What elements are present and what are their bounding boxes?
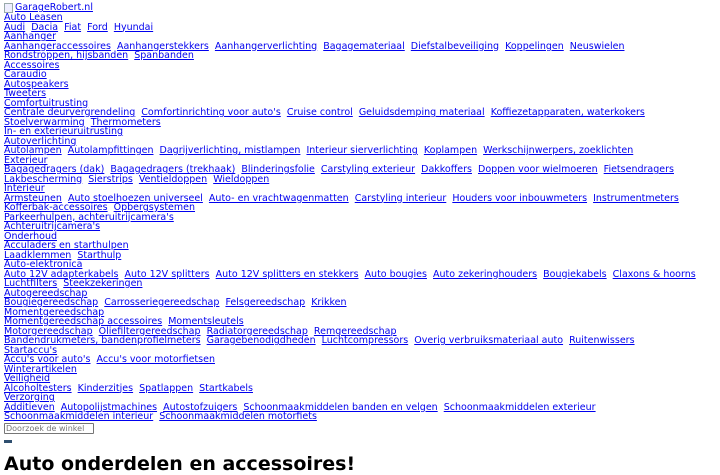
search-form bbox=[4, 423, 716, 434]
subcategory-koplampen[interactable]: Koplampen bbox=[423, 145, 478, 156]
subcategory-momentsleutels[interactable]: Momentsleutels bbox=[168, 316, 244, 327]
subcategory-row bbox=[4, 403, 716, 422]
page-title: Auto onderdelen en accessoires! bbox=[4, 452, 356, 475]
subcategory-felsgereedschap[interactable]: Felsgereedschap bbox=[225, 297, 306, 308]
subcategory-spanbanden[interactable]: Spanbanden bbox=[134, 50, 194, 61]
subcategory-auto-bougies[interactable]: Auto bougies bbox=[364, 268, 427, 280]
subcategory-auto-en-vrachtwagenmatten[interactable]: Auto- en vrachtwagenmatten bbox=[208, 192, 349, 204]
subcategory-opbergsystemen[interactable]: Opbergsystemen bbox=[113, 202, 196, 213]
subcategory-autolampfittingen[interactable]: Autolampfittingen bbox=[67, 145, 154, 156]
subcategory-autolampen[interactable]: Autolampen bbox=[4, 145, 62, 156]
subcategory-krikken[interactable]: Krikken bbox=[311, 297, 347, 308]
category-parkeerhulpen-achteruitrijcamera-s[interactable]: Parkeerhulpen, achteruitrijcamera's bbox=[4, 211, 174, 223]
subcategory-schoonmaakmiddelen-banden-en-velgen[interactable]: Schoonmaakmiddelen banden en velgen bbox=[243, 401, 438, 413]
subcategory-accu-s-voor-auto-s[interactable]: Accu's voor auto's bbox=[4, 354, 91, 365]
category-interieur[interactable]: Interieur bbox=[4, 183, 45, 194]
category-auto-elektronica[interactable]: Auto-elektronica bbox=[4, 259, 83, 270]
subcategory-lakbescherming[interactable]: Lakbescherming bbox=[4, 173, 83, 185]
subcategory-accu-s-voor-motorfietsen[interactable]: Accu's voor motorfietsen bbox=[96, 354, 215, 365]
subcategory-bougiegereedschap[interactable]: Bougiegereedschap bbox=[4, 297, 99, 308]
subcategory-row bbox=[4, 108, 716, 127]
subcategory-centrale-deurvergrendeling[interactable]: Centrale deurvergrendeling bbox=[4, 107, 136, 118]
subcategory-bougiekabels[interactable]: Bougiekabels bbox=[543, 268, 607, 280]
subcategory-autopolijstmachines[interactable]: Autopolijstmachines bbox=[60, 401, 158, 413]
category-autogereedschap[interactable]: Autogereedschap bbox=[4, 287, 88, 299]
subcategory-doppen-voor-wielmoeren[interactable]: Doppen voor wielmoeren bbox=[478, 164, 598, 175]
subcategory-row bbox=[4, 42, 716, 61]
subcategory-auto-12v-adapterkabels[interactable]: Auto 12V adapterkabels bbox=[4, 268, 119, 280]
subcategory-werkschijnwerpers-zoeklichten[interactable]: Werkschijnwerpers, zoeklichten bbox=[483, 145, 634, 156]
subcategory-auto-zekeringhouders[interactable]: Auto zekeringhouders bbox=[433, 268, 538, 280]
subcategory-diefstalbeveiliging[interactable]: Diefstalbeveiliging bbox=[410, 40, 500, 52]
search-input[interactable] bbox=[4, 423, 94, 434]
subcategory-thermometers[interactable]: Thermometers bbox=[90, 116, 161, 128]
subcategory-row bbox=[4, 355, 716, 365]
category-in-en-exterieuruitrusting[interactable]: In- en exterieuruitrusting bbox=[4, 126, 124, 137]
category-comfortuitrusting[interactable]: Comfortuitrusting bbox=[4, 97, 89, 109]
subcategory-dagrijverlichting-mistlampen[interactable]: Dagrijverlichting, mistlampen bbox=[159, 145, 301, 156]
subcategory-koffiezetapparaten-waterkokers[interactable]: Koffiezetapparaten, waterkokers bbox=[490, 107, 645, 118]
subcategory-schoonmaakmiddelen-interieur[interactable]: Schoonmaakmiddelen interieur bbox=[4, 411, 154, 422]
subcategory-fietsendragers[interactable]: Fietsendragers bbox=[603, 164, 674, 175]
subcategory-radiatorgereedschap[interactable]: Radiatorgereedschap bbox=[206, 325, 308, 337]
category-startaccu-s[interactable]: Startaccu's bbox=[4, 344, 58, 356]
subcategory-kofferbak-accessoires[interactable]: Kofferbak-accessoires bbox=[4, 202, 108, 213]
subcategory-momentgereedschap-accessoires[interactable]: Momentgereedschap accessoires bbox=[4, 316, 163, 327]
subcategory-blinderingsfolie[interactable]: Blinderingsfolie bbox=[241, 164, 315, 175]
category-autoverlichting[interactable]: Autoverlichting bbox=[4, 135, 77, 147]
subcategory-laadklemmen[interactable]: Laadklemmen bbox=[4, 249, 72, 261]
subcategory-bagagemateriaal[interactable]: Bagagemateriaal bbox=[323, 40, 405, 52]
subcategory-row bbox=[4, 384, 716, 394]
subcategory-ventieldoppen[interactable]: Ventieldoppen bbox=[138, 173, 208, 185]
subcategory-schoonmaakmiddelen-exterieur[interactable]: Schoonmaakmiddelen exterieur bbox=[443, 401, 596, 413]
brand-links bbox=[4, 23, 716, 33]
category-accessoires[interactable]: Accessoires bbox=[4, 59, 60, 71]
subcategory-interieur-sierverlichting[interactable]: Interieur sierverlichting bbox=[306, 145, 418, 156]
subcategory-stoelverwarming[interactable]: Stoelverwarming bbox=[4, 116, 85, 128]
subcategory-rondstroppen-hijsbanden[interactable]: Rondstroppen, hijsbanden bbox=[4, 50, 129, 61]
category-momentgereedschap[interactable]: Momentgereedschap bbox=[4, 306, 105, 318]
category-veiligheid[interactable]: Veiligheid bbox=[4, 373, 51, 384]
subcategory-row bbox=[4, 165, 716, 184]
brand-link-fiat[interactable]: Fiat bbox=[64, 21, 82, 33]
subcategory-carstyling-exterieur[interactable]: Carstyling exterieur bbox=[320, 164, 416, 175]
subcategory-auto-12v-splitters-en-stekkers[interactable]: Auto 12V splitters en stekkers bbox=[215, 268, 359, 280]
subcategory-autostofzuigers[interactable]: Autostofzuigers bbox=[163, 401, 238, 413]
subcategory-row bbox=[4, 146, 716, 156]
category-menu bbox=[4, 32, 716, 422]
subcategory-cruise-control[interactable]: Cruise control bbox=[286, 107, 353, 118]
subcategory-steekzekeringen[interactable]: Steekzekeringen bbox=[63, 278, 143, 289]
brand-link-dacia[interactable]: Dacia bbox=[31, 21, 59, 33]
subcategory-bandendrukmeters-bandenprofielmeters[interactable]: Bandendrukmeters, bandenprofielmeters bbox=[4, 335, 201, 346]
category-achteruitrijcamera-s[interactable]: Achteruitrijcamera's bbox=[4, 221, 101, 232]
category-caraudio[interactable]: Caraudio bbox=[4, 69, 47, 80]
subcategory-neuswielen[interactable]: Neuswielen bbox=[569, 40, 625, 52]
subcategory-additieven[interactable]: Additieven bbox=[4, 401, 55, 413]
subcategory-row bbox=[4, 270, 716, 289]
subcategory-wieldoppen[interactable]: Wieldoppen bbox=[213, 173, 270, 185]
subcategory-aanhangerverlichting[interactable]: Aanhangerverlichting bbox=[214, 40, 318, 52]
subcategory-schoonmaakmiddelen-motorfiets[interactable]: Schoonmaakmiddelen motorfiets bbox=[159, 411, 317, 422]
subcategory-carstyling-interieur[interactable]: Carstyling interieur bbox=[354, 192, 447, 204]
category-autospeakers[interactable]: Autospeakers bbox=[4, 78, 69, 90]
subcategory-instrumentmeters[interactable]: Instrumentmeters bbox=[593, 192, 679, 204]
logo-link[interactable] bbox=[4, 3, 716, 13]
category-tweeters[interactable]: Tweeters bbox=[4, 88, 47, 99]
brand-link-audi[interactable]: Audi bbox=[4, 21, 26, 33]
subcategory-sierstrips[interactable]: Sierstrips bbox=[88, 173, 133, 185]
subcategory-motorgereedschap[interactable]: Motorgereedschap bbox=[4, 325, 93, 337]
subcategory-carrosseriegereedschap[interactable]: Carrosseriegereedschap bbox=[104, 297, 220, 308]
category-onderhoud[interactable]: Onderhoud bbox=[4, 230, 57, 242]
subcategory-ruitenwissers[interactable]: Ruitenwissers bbox=[569, 335, 635, 346]
subcategory-row bbox=[4, 336, 716, 346]
subcategory-spatlappen[interactable]: Spatlappen bbox=[139, 382, 194, 394]
subcategory-luchtfilters[interactable]: Luchtfilters bbox=[4, 278, 58, 289]
subcategory-starthulp[interactable]: Starthulp bbox=[77, 249, 122, 261]
logo-alt-text: GarageRobert.nl bbox=[15, 2, 93, 14]
subcategory-garagebenodigdheden[interactable]: Garagebenodigdheden bbox=[206, 335, 316, 346]
subcategory-bagagedragers-dak[interactable]: Bagagedragers (dak) bbox=[4, 164, 105, 175]
subcategory-remgereedschap[interactable]: Remgereedschap bbox=[313, 325, 397, 337]
subcategory-koppelingen[interactable]: Koppelingen bbox=[505, 40, 564, 52]
subcategory-houders-voor-inbouwmeters[interactable]: Houders voor inbouwmeters bbox=[452, 192, 588, 204]
auto-leasen-link[interactable]: Auto Leasen bbox=[4, 12, 63, 23]
subcategory-auto-stoelhoezen-universeel[interactable]: Auto stoelhoezen universeel bbox=[67, 192, 203, 204]
subcategory-overig-verbruiksmateriaal-auto[interactable]: Overig verbruiksmateriaal auto bbox=[414, 335, 564, 346]
subcategory-auto-12v-splitters[interactable]: Auto 12V splitters bbox=[124, 268, 210, 280]
menu-toggle-bar[interactable] bbox=[4, 440, 12, 443]
subcategory-armsteunen[interactable]: Armsteunen bbox=[4, 192, 62, 204]
category-acculaders-en-starthulpen[interactable]: Acculaders en starthulpen bbox=[4, 240, 129, 251]
subcategory-row bbox=[4, 194, 716, 213]
subcategory-alcoholtesters[interactable]: Alcoholtesters bbox=[4, 382, 72, 394]
subcategory-bagagedragers-trekhaak[interactable]: Bagagedragers (trekhaak) bbox=[110, 164, 236, 175]
subcategory-claxons-hoorns[interactable]: Claxons & hoorns bbox=[612, 268, 696, 280]
subcategory-aanhangeraccessoires[interactable]: Aanhangeraccessoires bbox=[4, 40, 111, 52]
subcategory-luchtcompressors[interactable]: Luchtcompressors bbox=[321, 335, 409, 346]
category-exterieur[interactable]: Exterieur bbox=[4, 154, 48, 166]
brand-link-ford[interactable]: Ford bbox=[87, 21, 108, 33]
subcategory-dakkoffers[interactable]: Dakkoffers bbox=[421, 164, 472, 175]
category-winterartikelen[interactable]: Winterartikelen bbox=[4, 363, 77, 375]
subcategory-row bbox=[4, 251, 716, 261]
category-verzorging[interactable]: Verzorging bbox=[4, 392, 55, 403]
subcategory-kinderzitjes[interactable]: Kinderzitjes bbox=[77, 382, 134, 394]
brand-link-hyundai[interactable]: Hyundai bbox=[113, 21, 154, 33]
subcategory-geluidsdemping-materiaal[interactable]: Geluidsdemping materiaal bbox=[358, 107, 485, 118]
subcategory-oliefiltergereedschap[interactable]: Oliefiltergereedschap bbox=[98, 325, 201, 337]
subcategory-startkabels[interactable]: Startkabels bbox=[199, 382, 253, 394]
subcategory-aanhangerstekkers[interactable]: Aanhangerstekkers bbox=[116, 40, 209, 52]
subcategory-comfortinrichting-voor-auto-s[interactable]: Comfortinrichting voor auto's bbox=[141, 107, 281, 118]
category-aanhanger[interactable]: Aanhanger bbox=[4, 31, 56, 42]
subcategory-row bbox=[4, 298, 716, 308]
